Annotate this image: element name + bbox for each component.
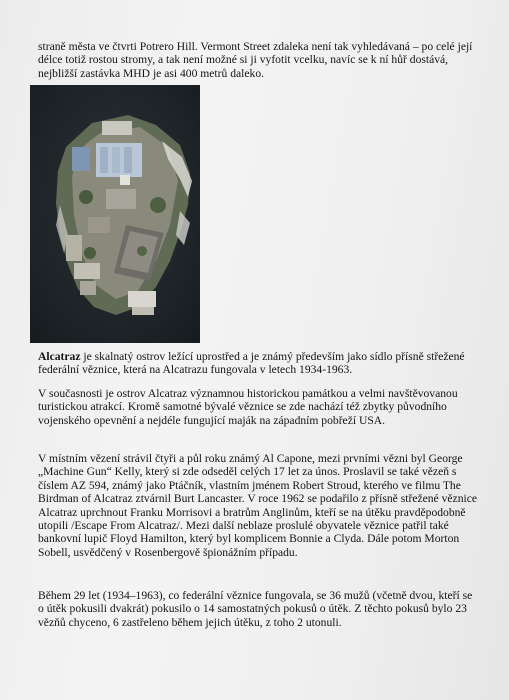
caption-text: je skalnatý ostrov ležící uprostřed a je známý především jako sídlo přísně střežené federální věznice, která na Alcatrazu fungovala v letech 1934-1963. xyxy=(38,350,465,377)
alcatraz-aerial-photo xyxy=(30,85,200,343)
history-paragraph: V současnosti je ostrov Alcatraz významnou historickou památkou a velmi navštěvovanou turistickou atrakcí. Kromě samotné bývalé věznice se zde nachází též zbytky původního vojenského opevnění a nejdéle fungující maják na západním pobřeží USA. xyxy=(38,387,458,427)
caption-bold-term: Alcatraz xyxy=(38,350,81,363)
prisoners-paragraph: V místním vězení strávil čtyři a půl roku známý Al Capone, mezi prvními vězni byl George „Machine Gun“ Kelly, který si zde odseděl celých 17 let za únos. Proslavil se také vězeň s číslem AZ 594, známý jako Ptáčník, vlastním jménem Robert Stroud, kterého ve filmu The Birdman of Alcatraz ztvárnil Burt Lancaster. V roce 1962 se podařilo z přísně střežené věznice Alcatraz uprchnout Franku Morrisovi a bratrům Anglinům, kteří se na útěku pravděpodobně utopili /Escape From Alcatraz/. Mezi další neblaze proslulé obyvatele věznice patřil také bankovní lupič Floyd Hamilton, který byl komplicem Bonnie a Clyda. Dále potom Morton Sobell, usvědčený v Rosenbergově špionážním případu. xyxy=(38,452,477,559)
escapes-paragraph: Během 29 let (1934–1963), co federální věznice fungovala, se 36 mužů (včetně dvou, kteří se o útěk pokusili dvakrát) pokusilo o 14 samostatných pokusů o útěk. Z těchto pokusů bylo 23 vězňů chyceno, 6 zastřeleno během jejich útěku, z toho 2 utonuli. xyxy=(38,589,473,629)
photo-caption xyxy=(38,350,478,377)
intro-paragraph: straně města ve čtvrti Potrero Hill. Vermont Street zdaleka není tak vyhledávaná – po celé její délce totiž rostou stromy, a tak není možné si ji vyfotit vcelku, navíc se k ní hůř dostává, nejbližší zastávka MHD je asi 400 metrů daleko. xyxy=(38,40,473,80)
